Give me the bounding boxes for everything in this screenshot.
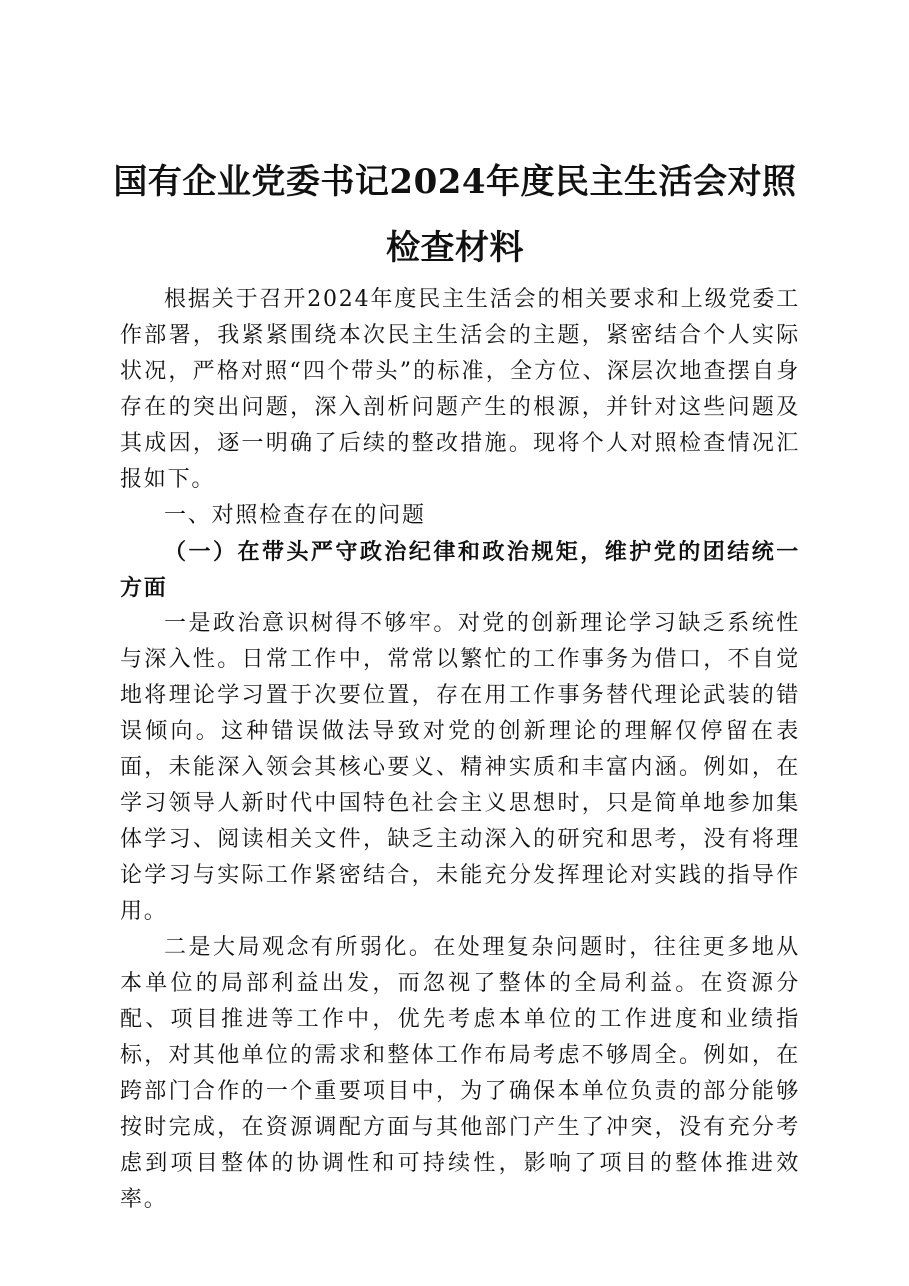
document-body (120, 282, 800, 1218)
document-title-line2: 检查材料 (386, 228, 524, 268)
point-paragraph-1: 一是政治意识树得不够牢。对党的创新理论学习缺乏系统性与深入性。日常工作中，常常以繁忙的工作事务为借口，不自觉地将理论学习置于次要位置，存在用工作事务替代理论武装的错误倾向。这种错误做法导致对党的创新理论的理解仅停留在表面，未能深入领会其核心要义、精神实质和丰富内涵。例如，在学习领导人新时代中国特色社会主义思想时，只是简单地参加集体学习、阅读相关文件，缺乏主动深入的研究和思考，没有将理论学习与实际工作紧密结合，未能充分发挥理论对实践的指导作用。 (120, 611, 800, 924)
document-title-line1: 国有企业党委书记2024年度民主生活会对照 (113, 162, 797, 202)
subsection-heading: （一）在带头严守政治纪律和政治规矩，维护党的团结统一方面 (120, 539, 800, 601)
point-paragraph-2: 二是大局观念有所弱化。在处理复杂问题时，往往更多地从本单位的局部利益出发，而忽视了整体的全局利益。在资源分配、项目推进等工作中，优先考虑本单位的工作进度和业绩指标，对其他单位的需求和整体工作布局考虑不够周全。例如，在跨部门合作的一个重要项目中，为了确保本单位负责的部分能够按时完成，在资源调配方面与其他部门产生了冲突，没有充分考虑到项目整体的协调性和可持续性，影响了项目的整体推进效率。 (120, 935, 800, 1212)
intro-paragraph: 根据关于召开2024年度民主生活会的相关要求和上级党委工作部署，我紧紧围绕本次民主生活会的主题，紧密结合个人实际状况，严格对照“四个带头”的标准，全方位、深层次地查摆自身存在的突出问题，深入剖析问题产生的根源，并针对这些问题及其成因，逐一明确了后续的整改措施。现将个人对照检查情况汇报如下。 (120, 287, 800, 492)
section-heading: 一、对照检查存在的问题 (164, 503, 426, 528)
